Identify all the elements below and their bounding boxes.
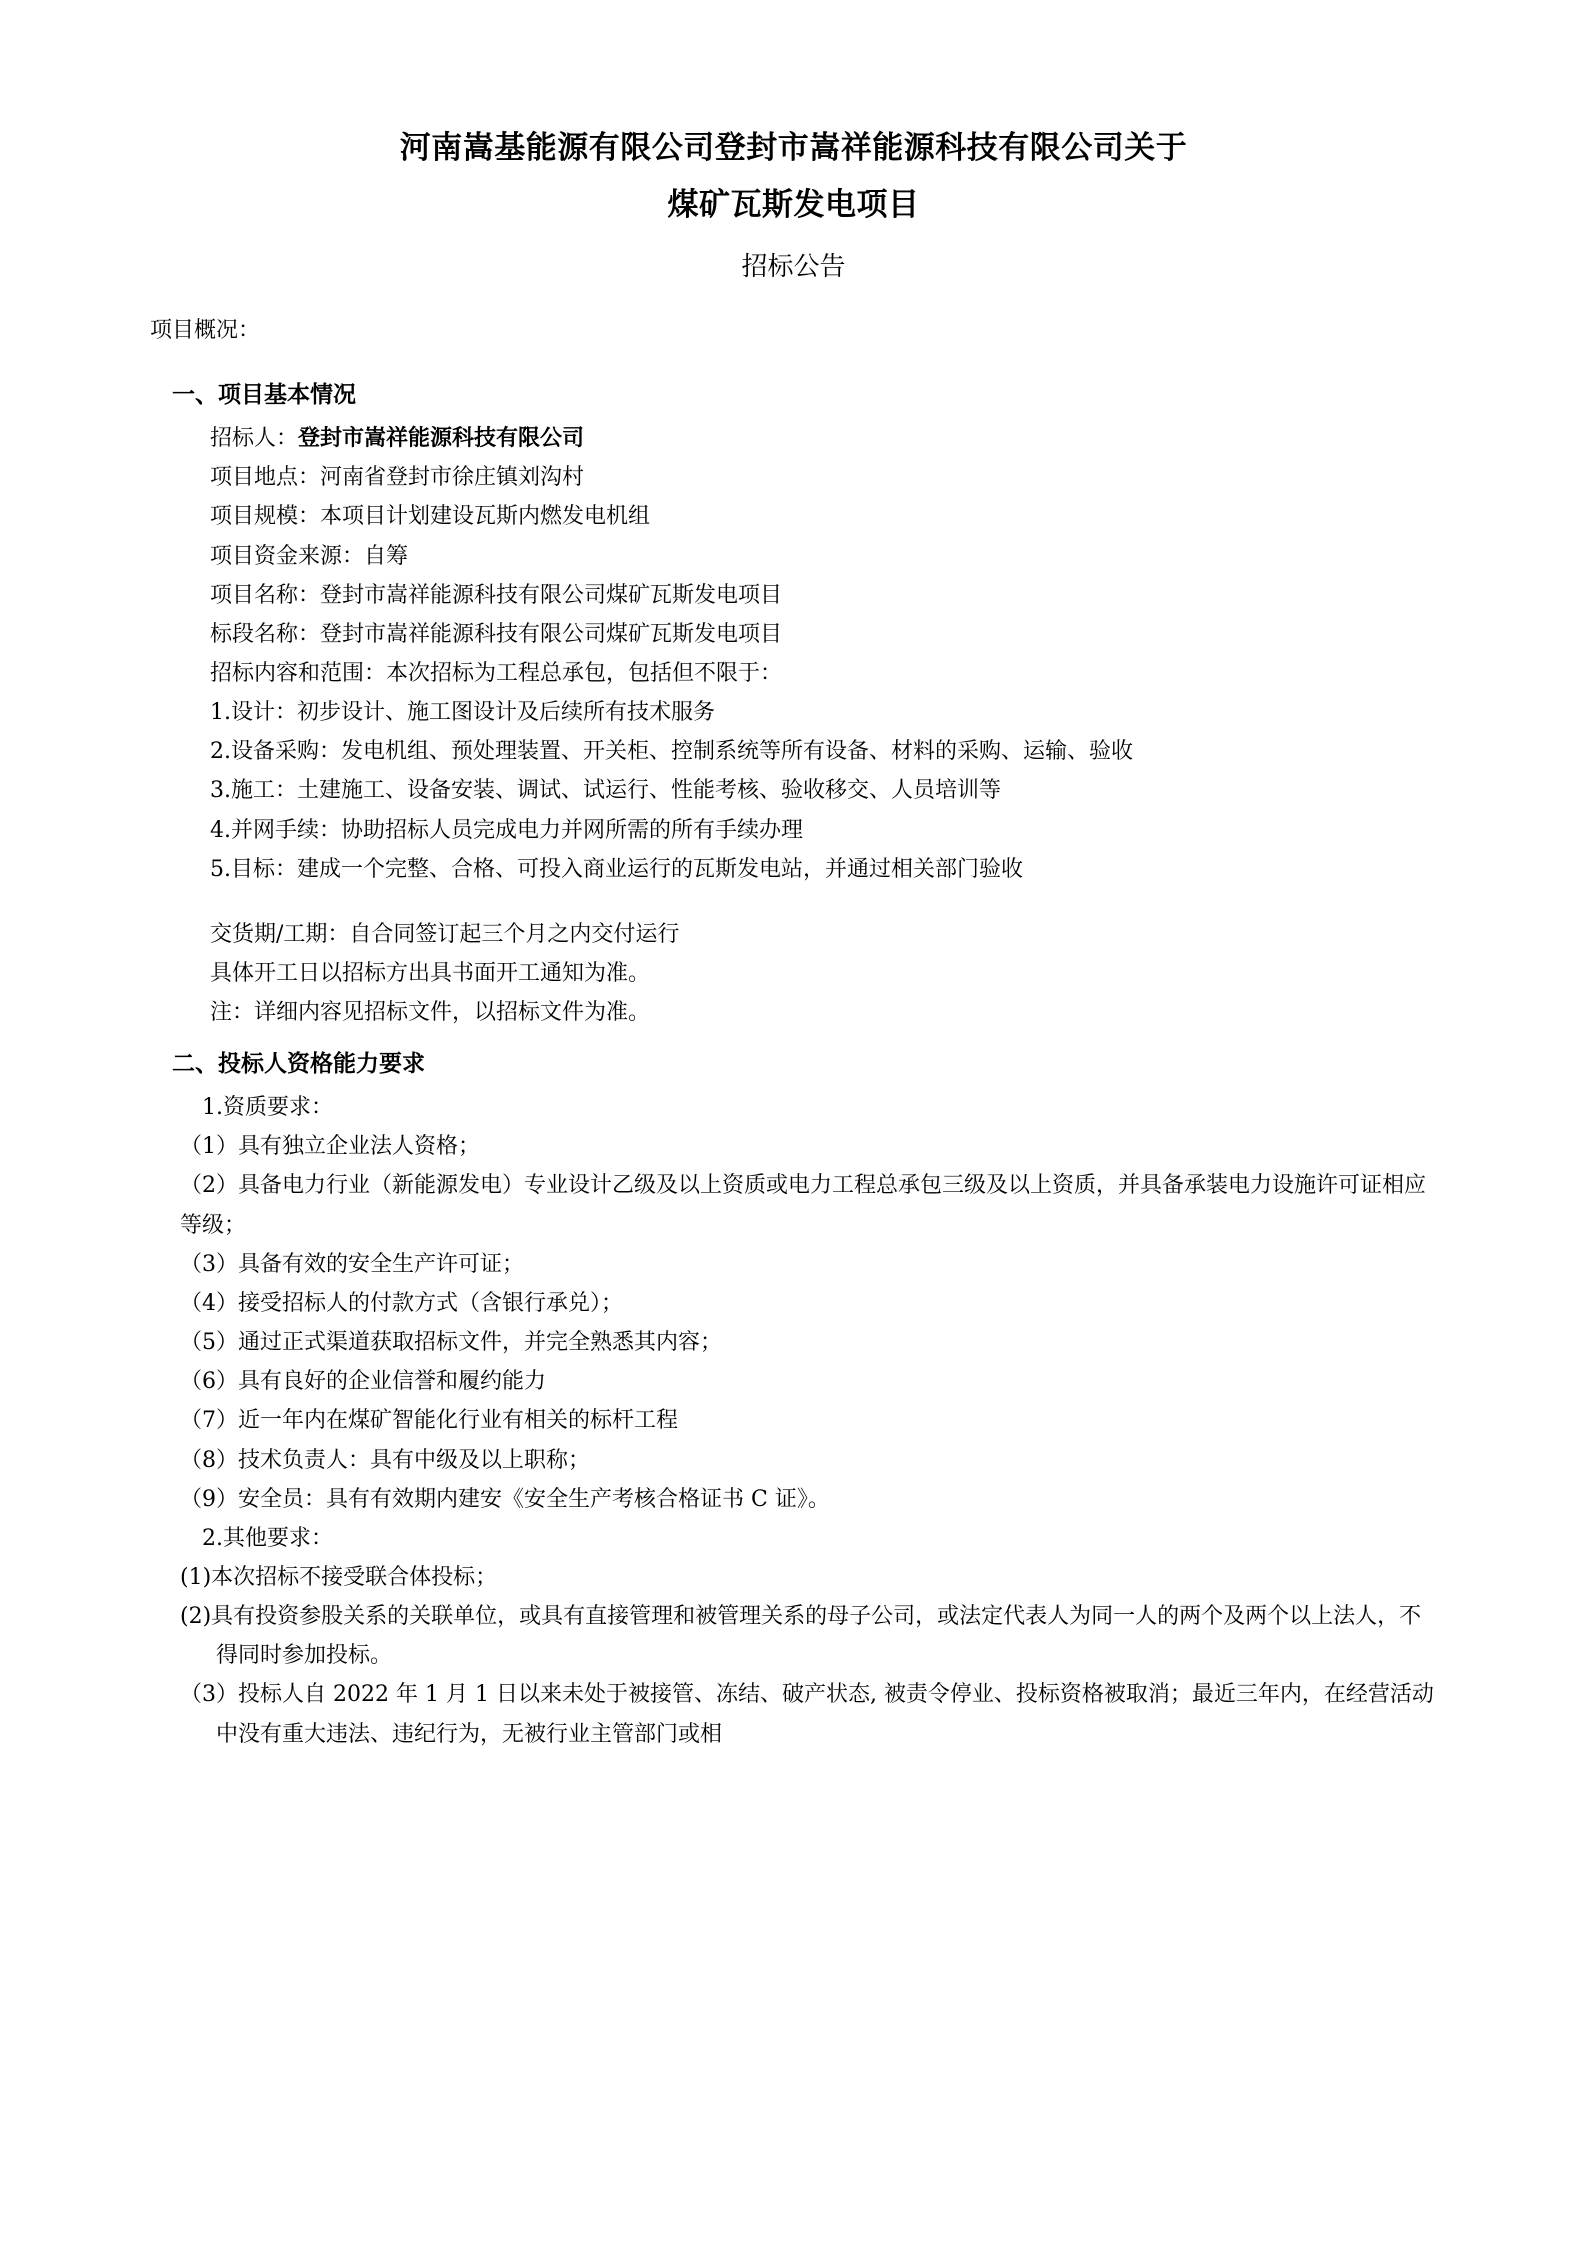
- qualification-item-4: （4）接受招标人的付款方式（含银行承兑）；: [180, 1290, 623, 1316]
- other-requirements-subtitle: 2.其他要求：: [202, 1525, 333, 1551]
- info-row-funding: [150, 537, 1437, 576]
- delivery-period: 交货期/工期：自合同签订起三个月之内交付运行: [210, 921, 680, 947]
- info-row-section-name: [150, 615, 1437, 654]
- info-value-scale: 本项目计划建设瓦斯内燃发电机组: [320, 504, 651, 530]
- spacer-after-scope: [150, 889, 1437, 915]
- info-value-bidder: 登封市嵩祥能源科技有限公司: [298, 425, 585, 452]
- other-requirement-2-text: (2)具有投资参股关系的关联单位，或具有直接管理和被管理关系的母子公司，或法定代表人为同一人的两个及两个以上法人，不得同时参加投标。: [180, 1604, 1422, 1669]
- scope-item-design: 1.设计：初步设计、施工图设计及后续所有技术服务: [210, 700, 715, 726]
- section-heading-qualification: 二、投标人资格能力要求: [172, 1050, 425, 1078]
- other-requirement-1: (1)本次招标不接受联合体投标；: [180, 1564, 498, 1590]
- scope-item-procurement: [150, 732, 1437, 771]
- info-label-location: 项目地点：: [210, 465, 321, 491]
- info-value-location: 河南省登封市徐庄镇刘沟村: [320, 465, 585, 491]
- qualification-item-7: （7）近一年内在煤矿智能化行业有相关的标杆工程: [180, 1408, 678, 1434]
- other-requirement-2: [150, 1597, 1437, 1675]
- scope-item-procurement-text: 2.设备采购：发电机组、预处理装置、开关柜、控制系统等所有设备、材料的采购、运输、验收: [210, 739, 1133, 765]
- info-label-section-name: 标段名称：: [210, 621, 321, 647]
- info-label-scope: 招标内容和范围：: [210, 661, 387, 686]
- info-row-bidder: [150, 419, 1437, 458]
- info-row-scope: [150, 654, 1437, 693]
- qualification-item-5: （5）通过正式渠道获取招标文件，并完全熟悉其内容；: [180, 1330, 722, 1356]
- qualification-item-3: （3）具备有效的安全生产许可证；: [180, 1251, 524, 1277]
- document-title-line-2: 煤矿瓦斯发电项目: [667, 187, 920, 224]
- info-value-section-name: 登封市嵩祥能源科技有限公司煤矿瓦斯发电项目: [320, 621, 783, 647]
- qualification-item-9: （9）安全员：具有有效期内建安《安全生产考核合格证书 C 证》。: [180, 1486, 830, 1512]
- qualification-item-1: （1）具有独立企业法人资格；: [180, 1134, 480, 1160]
- info-label-scale: 项目规模：: [210, 504, 321, 530]
- info-value-funding: 自筹: [364, 543, 409, 569]
- info-value-project-name: 登封市嵩祥能源科技有限公司煤矿瓦斯发电项目: [320, 582, 783, 608]
- section-heading-basic-info: 一、项目基本情况: [172, 381, 356, 409]
- other-requirement-3-text: （3）投标人自 2022 年 1 月 1 日以来未处于被接管、冻结、破产状态, 被责令停业、投标资格被取消；最近三年内，在经营活动中没有重大违法、违纪行为，无被行业主管部门或相: [180, 1682, 1434, 1747]
- qualification-item-8: （8）技术负责人：具有中级及以上职称；: [180, 1447, 590, 1473]
- other-requirement-3: [150, 1675, 1437, 1753]
- scope-item-goal: 5.目标：建成一个完整、合格、可投入商业运行的瓦斯发电站，并通过相关部门验收: [210, 856, 1023, 882]
- info-label-funding: 项目资金来源：: [210, 543, 365, 569]
- info-row-scale: [150, 497, 1437, 536]
- scope-item-grid-connection: 4.并网手续：协助招标人员完成电力并网所需的所有手续办理: [210, 817, 803, 843]
- project-overview-label: 项目概况：: [150, 317, 261, 343]
- qualification-item-2: （2）具备电力行业（新能源发电）专业设计乙级及以上资质或电力工程总承包三级及以上资质，并具备承装电力设施许可证相应等级；: [180, 1173, 1427, 1238]
- scope-item-construction: 3.施工：土建施工、设备安装、调试、试运行、性能考核、验收移交、人员培训等: [210, 778, 1001, 804]
- document-subtitle: 招标公告: [741, 251, 846, 282]
- qualification-item-6: （6）具有良好的企业信誉和履约能力: [180, 1369, 546, 1395]
- start-date-note: 具体开工日以招标方出具书面开工通知为准。: [210, 961, 651, 987]
- qualification-subtitle: 1.资质要求：: [202, 1095, 333, 1121]
- tender-document-note: 注：详细内容见招标文件，以招标文件为准。: [210, 1000, 651, 1026]
- info-label-project-name: 项目名称：: [210, 582, 321, 608]
- document-title-line-1: 河南嵩基能源有限公司登封市嵩祥能源科技有限公司关于: [399, 130, 1188, 166]
- info-value-scope: 本次招标为工程总承包，包括但不限于：: [386, 661, 783, 686]
- info-label-bidder: 招标人：: [210, 426, 299, 452]
- info-row-location: [150, 458, 1437, 497]
- info-row-project-name: [150, 576, 1437, 615]
